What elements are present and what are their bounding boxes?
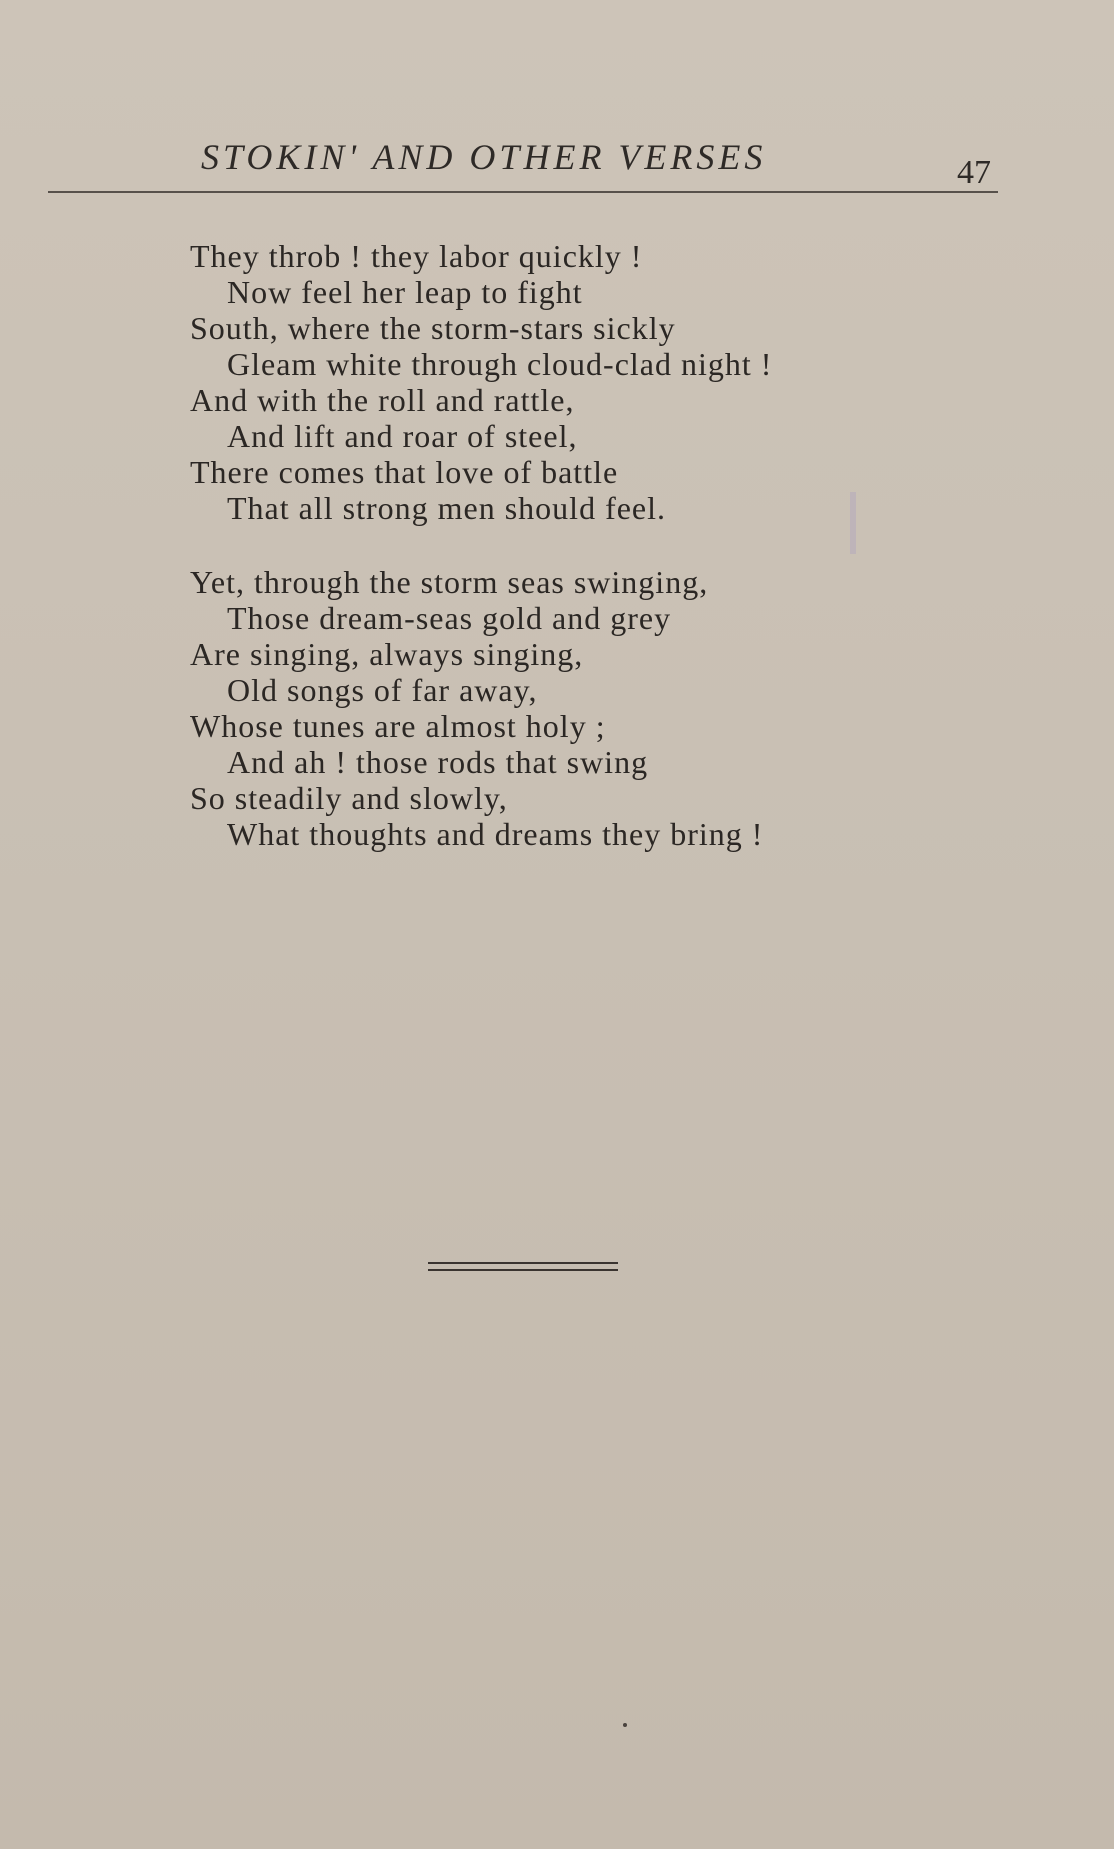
poem-line: Old songs of far away, xyxy=(227,672,538,708)
poem-line: What thoughts and dreams they bring ! xyxy=(227,816,764,852)
paper-smudge xyxy=(850,492,856,554)
page-number: 47 xyxy=(957,154,991,191)
end-of-poem-rule xyxy=(428,1262,618,1271)
running-title: STOKIN' AND OTHER VERSES xyxy=(201,137,767,177)
poem-line: And ah ! those rods that swing xyxy=(227,744,649,780)
poem-line: And lift and roar of steel, xyxy=(227,418,578,454)
poem-line: That all strong men should feel. xyxy=(227,490,667,526)
stanza-2 xyxy=(190,564,990,852)
poem-line: And with the roll and rattle, xyxy=(190,382,575,418)
header-rule xyxy=(48,191,998,193)
poem-line: They throb ! they labor quickly ! xyxy=(190,238,643,274)
poem-line: Now feel her leap to fight xyxy=(227,274,583,310)
end-rule-line xyxy=(428,1269,618,1271)
poem-line: So steadily and slowly, xyxy=(190,780,508,816)
poem-line: There comes that love of battle xyxy=(190,454,619,490)
stanza-1 xyxy=(190,238,990,526)
poem-line: Are singing, always singing, xyxy=(190,636,584,672)
poem-line: Yet, through the storm seas swinging, xyxy=(190,564,709,600)
poem-line: Those dream-seas gold and grey xyxy=(227,600,672,636)
poem xyxy=(190,238,990,890)
poem-line: Whose tunes are almost holy ; xyxy=(190,708,606,744)
poem-line: South, where the storm-stars sickly xyxy=(190,310,676,346)
running-head xyxy=(48,136,998,196)
paper-speck xyxy=(623,1723,627,1727)
end-rule-line xyxy=(428,1262,618,1264)
poem-line: Gleam white through cloud-clad night ! xyxy=(227,346,773,382)
